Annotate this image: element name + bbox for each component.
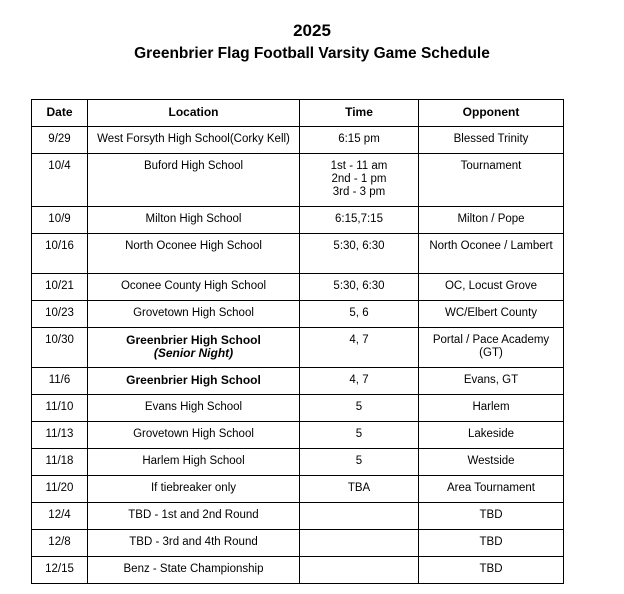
location-cell: Oconee County High School — [88, 274, 300, 301]
location-cell: North Oconee High School — [88, 234, 300, 274]
table-header-row — [32, 100, 564, 127]
date-cell: 9/29 — [32, 127, 88, 154]
time-line: 1st - 11 am — [330, 160, 388, 172]
time-cell: 5 — [300, 449, 419, 476]
location-cell: TBD - 1st and 2nd Round — [88, 503, 300, 530]
opponent-cell: Westside — [419, 449, 564, 476]
date-cell: 11/13 — [32, 422, 88, 449]
date-cell: 11/10 — [32, 395, 88, 422]
location-cell: TBD - 3rd and 4th Round — [88, 530, 300, 557]
column-header-opponent: Opponent — [419, 100, 564, 127]
opponent-cell: Milton / Pope — [419, 207, 564, 234]
table-row — [32, 274, 564, 301]
table-row — [32, 301, 564, 328]
time-cell: 4, 7 — [300, 368, 419, 395]
opponent-cell: TBD — [419, 557, 564, 584]
time-line: 2nd - 1 pm — [331, 173, 387, 185]
date-cell: 12/8 — [32, 530, 88, 557]
location-cell: West Forsyth High School(Corky Kell) — [88, 127, 300, 154]
opponent-cell: Area Tournament — [419, 476, 564, 503]
schedule-year: 2025 — [293, 21, 331, 40]
location-cell: Grovetown High School — [88, 301, 300, 328]
table-row — [32, 395, 564, 422]
schedule-title: Greenbrier Flag Football Varsity Game Schedule — [134, 45, 490, 62]
time-line: 3rd - 3 pm — [332, 186, 386, 198]
table-row — [32, 449, 564, 476]
location-cell: Harlem High School — [88, 449, 300, 476]
schedule-table — [31, 99, 564, 584]
location-name: Greenbrier High School — [126, 373, 261, 387]
location-cell — [88, 328, 300, 368]
date-cell: 12/15 — [32, 557, 88, 584]
opponent-cell: Blessed Trinity — [419, 127, 564, 154]
date-cell: 10/16 — [32, 234, 88, 274]
table-row — [32, 328, 564, 368]
location-cell: Grovetown High School — [88, 422, 300, 449]
table-row — [32, 530, 564, 557]
time-cell: 5:30, 6:30 — [300, 234, 419, 274]
date-cell: 11/18 — [32, 449, 88, 476]
opponent-cell: Tournament — [419, 154, 564, 207]
time-cell: 5 — [300, 422, 419, 449]
table-row — [32, 422, 564, 449]
date-cell: 10/23 — [32, 301, 88, 328]
time-cell — [300, 154, 419, 207]
opponent-cell: Portal / Pace Academy (GT) — [419, 328, 564, 368]
table-row — [32, 503, 564, 530]
location-cell: If tiebreaker only — [88, 476, 300, 503]
column-header-location: Location — [88, 100, 300, 127]
time-cell: 5, 6 — [300, 301, 419, 328]
date-cell: 11/6 — [32, 368, 88, 395]
location-cell: Milton High School — [88, 207, 300, 234]
table-row — [32, 368, 564, 395]
opponent-cell: TBD — [419, 503, 564, 530]
time-cell: 5 — [300, 395, 419, 422]
date-cell: 12/4 — [32, 503, 88, 530]
column-header-date: Date — [32, 100, 88, 127]
time-cell: TBA — [300, 476, 419, 503]
opponent-cell: Evans, GT — [419, 368, 564, 395]
table-row — [32, 234, 564, 274]
time-cell: 6:15 pm — [300, 127, 419, 154]
opponent-cell: WC/Elbert County — [419, 301, 564, 328]
location-cell: Buford High School — [88, 154, 300, 207]
location-cell — [88, 368, 300, 395]
opponent-cell: Lakeside — [419, 422, 564, 449]
location-name: Greenbrier High School — [126, 333, 261, 347]
date-cell: 10/4 — [32, 154, 88, 207]
table-row — [32, 207, 564, 234]
opponent-cell: North Oconee / Lambert — [419, 234, 564, 274]
opponent-cell: TBD — [419, 530, 564, 557]
date-cell: 10/30 — [32, 328, 88, 368]
location-cell: Benz - State Championship — [88, 557, 300, 584]
date-cell: 10/21 — [32, 274, 88, 301]
opponent-cell: Harlem — [419, 395, 564, 422]
time-cell: 5:30, 6:30 — [300, 274, 419, 301]
time-cell — [300, 503, 419, 530]
date-cell: 10/9 — [32, 207, 88, 234]
location-cell: Evans High School — [88, 395, 300, 422]
time-cell — [300, 557, 419, 584]
senior-night-note: (Senior Night) — [153, 346, 234, 360]
time-cell: 4, 7 — [300, 328, 419, 368]
opponent-cell: OC, Locust Grove — [419, 274, 564, 301]
table-row — [32, 127, 564, 154]
time-cell: 6:15,7:15 — [300, 207, 419, 234]
column-header-time: Time — [300, 100, 419, 127]
date-cell: 11/20 — [32, 476, 88, 503]
time-cell — [300, 530, 419, 557]
table-row — [32, 154, 564, 207]
table-row — [32, 557, 564, 584]
table-row — [32, 476, 564, 503]
